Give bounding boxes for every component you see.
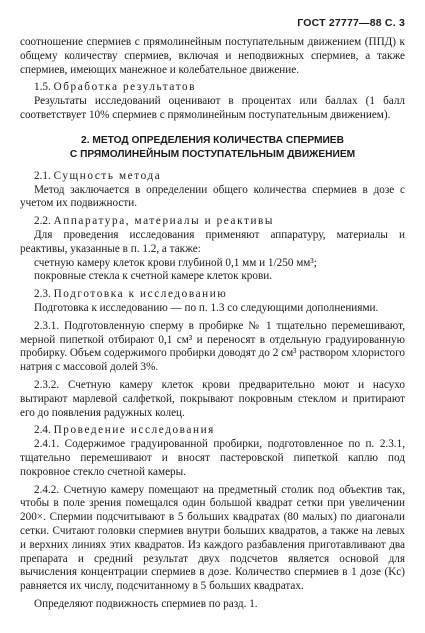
subsection-number: 1.5. (34, 81, 51, 94)
section-2-title (20, 134, 405, 162)
subsection-title: Проведение исследования (53, 424, 215, 437)
subsection-2-2-heading (20, 215, 405, 229)
subsection-number: 2.1. (34, 169, 51, 182)
section-2-title-line1: 2. МЕТОД ОПРЕДЕЛЕНИЯ КОЛИЧЕСТВА СПЕРМИЕВ (81, 134, 344, 146)
page-header: ГОСТ 27777—88 С. 3 (297, 17, 405, 29)
subsection-1-5-heading (20, 81, 405, 95)
subsection-title: Подготовка к исследованию (53, 288, 228, 301)
subsection-title: Сущность метода (53, 169, 162, 182)
subsection-number: 2.4. (34, 424, 51, 437)
subsection-title: Аппаратура, материалы и реактивы (53, 215, 275, 228)
subsection-2-1-heading (20, 170, 405, 184)
subsection-title: Обработка результатов (53, 81, 197, 94)
subsection-2-3-heading (20, 288, 405, 302)
intro-paragraph: соотношение спермиев с прямолинейным поступательным движением (ППД) к общему количеству спермиев, включая и неподвижных спермиев, а также спермиев, имеющих манежное и колебательное движение. (20, 36, 405, 76)
equipment-item: счетную камеру клеток крови глубиной 0,1 мм и 1/250 мм³; (34, 256, 317, 269)
section-2-title-line2: С ПРЯМОЛИНЕЙНЫМ ПОСТУПАТЕЛЬНЫМ ДВИЖЕНИЕМ (69, 148, 356, 160)
paragraph-2-3-1: 2.3.1. Подготовленную сперму в пробирке № 1 тщательно перемешивают, мерной пипеткой отбирают 0,1 см³ и переносят в отдельную градуированную пробирку. Объем содержимого пробирки доводят до 2 см³ раствором хлористого натрия с массовой долей 3%. (20, 319, 405, 374)
paragraph-2-3-2: 2.3.2. Счетную камеру клеток крови предварительно моют и насухо вытирают марлевой салфеткой, покрывают покровным стеклом и притирают его до появления радужных колец. (20, 378, 405, 419)
subsection-2-2-text: Для проведения исследования применяют аппаратуру, материалы и реактивы, указанные в п. 1.2, а также: (20, 228, 405, 255)
subsection-2-4-heading (20, 424, 405, 438)
subsection-number: 2.2. (34, 215, 51, 228)
paragraph-2-4-2: 2.4.2. Счетную камеру помещают на предметный столик под объектив так, чтобы в поле зрения помещался один большой квадрат сетки при увеличении 200×. Спермии подсчитывают в 5 больших квадратах (80 малых) по диагонали сетки. Считают головки спермиев внутри больших квадратов, а также на левых и верхних линиях этих квадратов. Из каждого разбавления приготавливают два препарата и средний результат двух подсчетов является основой для вычисления концентрации спермиев в дозе. Количество спермиев в 1 дозе (Kc) равняется их числу, подсчитанному в 5 больших квадратах. (20, 483, 405, 593)
subsection-number: 2.3. (34, 288, 51, 301)
subsection-2-1-text: Метод заключается в определении общего количества спермиев в дозе с учетом их подвижности. (20, 183, 405, 210)
document-body (20, 36, 405, 612)
subsection-1-5-text: Результаты исследований оценивают в процентах или баллах (1 балл соответствует 10% спермиев с прямолинейным поступательным движением). (20, 95, 405, 121)
subsection-2-3-text: Подготовка к исследованию — по п. 1.3 со следующими дополнениями. (34, 301, 379, 314)
paragraph-2-4-3: Определяют подвижность спермиев по разд. 1. (34, 597, 258, 610)
paragraph-2-4-1: 2.4.1. Содержимое градуированной пробирки, подготовленное по п. 2.3.1, тщательно перемешивают и вносят пастеровской пипеткой каплю под покровное стекло счетной камеры. (20, 438, 405, 478)
equipment-item: покровные стекла к счетной камере клеток крови. (34, 270, 273, 283)
